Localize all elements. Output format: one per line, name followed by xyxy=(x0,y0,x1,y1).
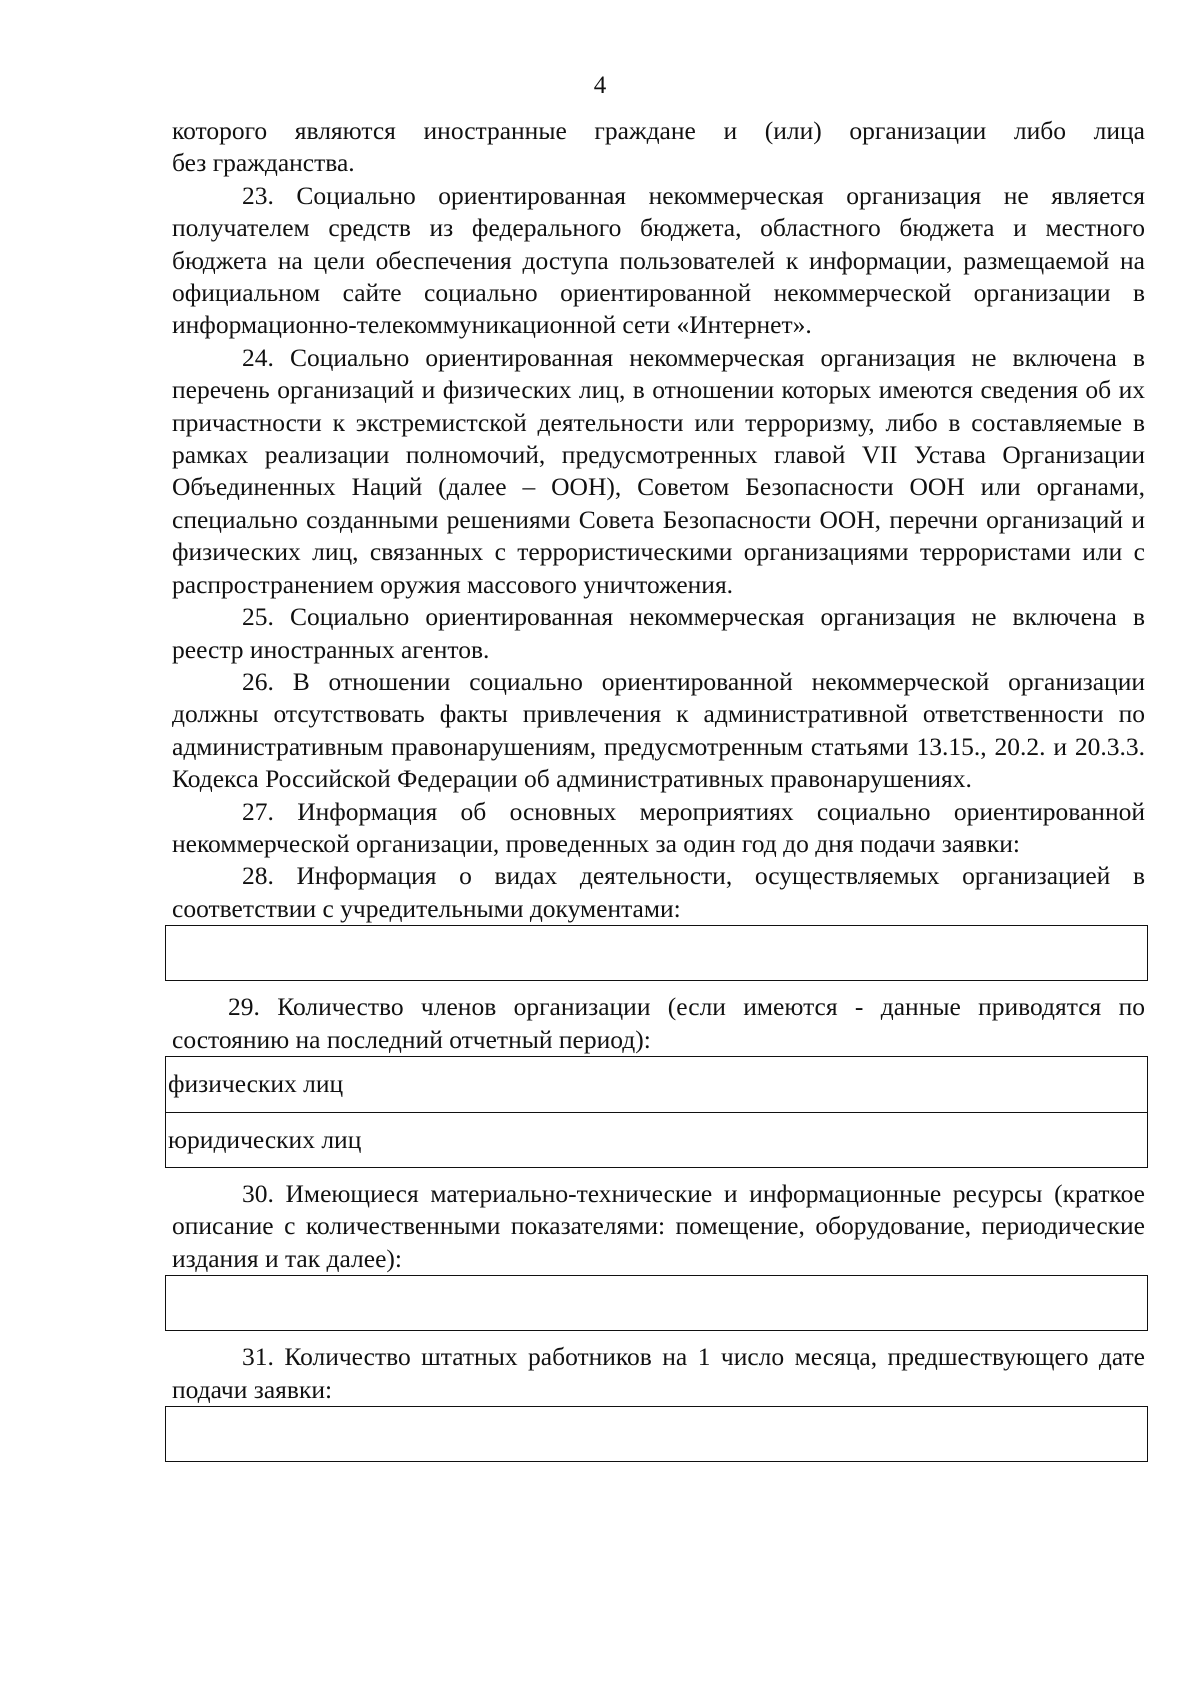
members-row-individuals[interactable] xyxy=(166,1057,1147,1112)
paragraph-31: 31. Количество штатных работников на 1 число месяца, предшествующего дате подачи заявки: xyxy=(172,1342,1145,1404)
paragraph-28: 28. Информация о видах деятельности, осуществляемых организацией в соответствии с учредительными документами: xyxy=(172,861,1145,923)
members-table xyxy=(165,1056,1148,1168)
members-row-legal-entities-label: юридических лиц xyxy=(168,1124,362,1154)
members-row-legal-entities[interactable] xyxy=(166,1112,1147,1167)
staff-count-input-box[interactable] xyxy=(165,1406,1148,1462)
paragraph-intro-line-2: без гражданства. xyxy=(172,148,355,178)
spacer xyxy=(172,981,1145,991)
paragraph-intro-line-1: которого являются иностранные граждане и (или) организации либо лица xyxy=(172,116,1145,145)
paragraph-23: 23. Социально ориентированная некоммерческая организация не является получателем средств из федерального бюджета, областного бюджета и местного бюджета на цели обеспечения доступа пользователей к информации, размещаемой на официальном сайте социально ориентированной некоммерческой организации в информационно-телекоммуникационной сети «Интернет». xyxy=(172,180,1145,340)
resources-input-box[interactable] xyxy=(165,1275,1148,1331)
paragraph-30: 30. Имеющиеся материально-технические и информационные ресурсы (краткое описание с количественными показателями: помещение, оборудование, периодические издания и так далее): xyxy=(172,1178,1145,1273)
paragraph-26: 26. В отношении социально ориентированной некоммерческой организации должны отсутствовать факты привлечения к административной ответственности по административным правонарушениям, предусмотренным статьями 13.15., 20.2. и 20.3.3. Кодекса Российской Федерации об административных правонарушениях. xyxy=(172,666,1145,794)
page-number: 4 xyxy=(593,72,607,99)
paragraph-29: 29. Количество членов организации (если имеются - данные приводятся по состоянию на последний отчетный период): xyxy=(172,992,1145,1054)
document-body xyxy=(168,115,1145,1462)
members-row-individuals-label: физических лиц xyxy=(168,1069,344,1099)
paragraph-25: 25. Социально ориентированная некоммерческая организация не включена в реестр иностранных агентов. xyxy=(172,602,1145,664)
spacer xyxy=(172,1168,1145,1178)
paragraph-27: 27. Информация об основных мероприятиях социально ориентированной некоммерческой организации, проведенных за один год до дня подачи заявки: xyxy=(172,796,1145,858)
paragraph-24: 24. Социально ориентированная некоммерческая организация не включена в перечень организаций и физических лиц, в отношении которых имеются сведения об их причастности к экстремистской деятельности или терроризму, либо в составляемые в рамках реализации полномочий, предусмотренных главой VII Устава Организации Объединенных Наций (далее – ООН), Советом Безопасности ООН или органами, специально созданными решениями Совета Безопасности ООН, перечни организаций и физических лиц, связанных с террористическими организациями террористами или с распространением оружия массового уничтожения. xyxy=(172,342,1145,599)
activities-input-box[interactable] xyxy=(165,925,1148,981)
spacer xyxy=(172,1331,1145,1341)
